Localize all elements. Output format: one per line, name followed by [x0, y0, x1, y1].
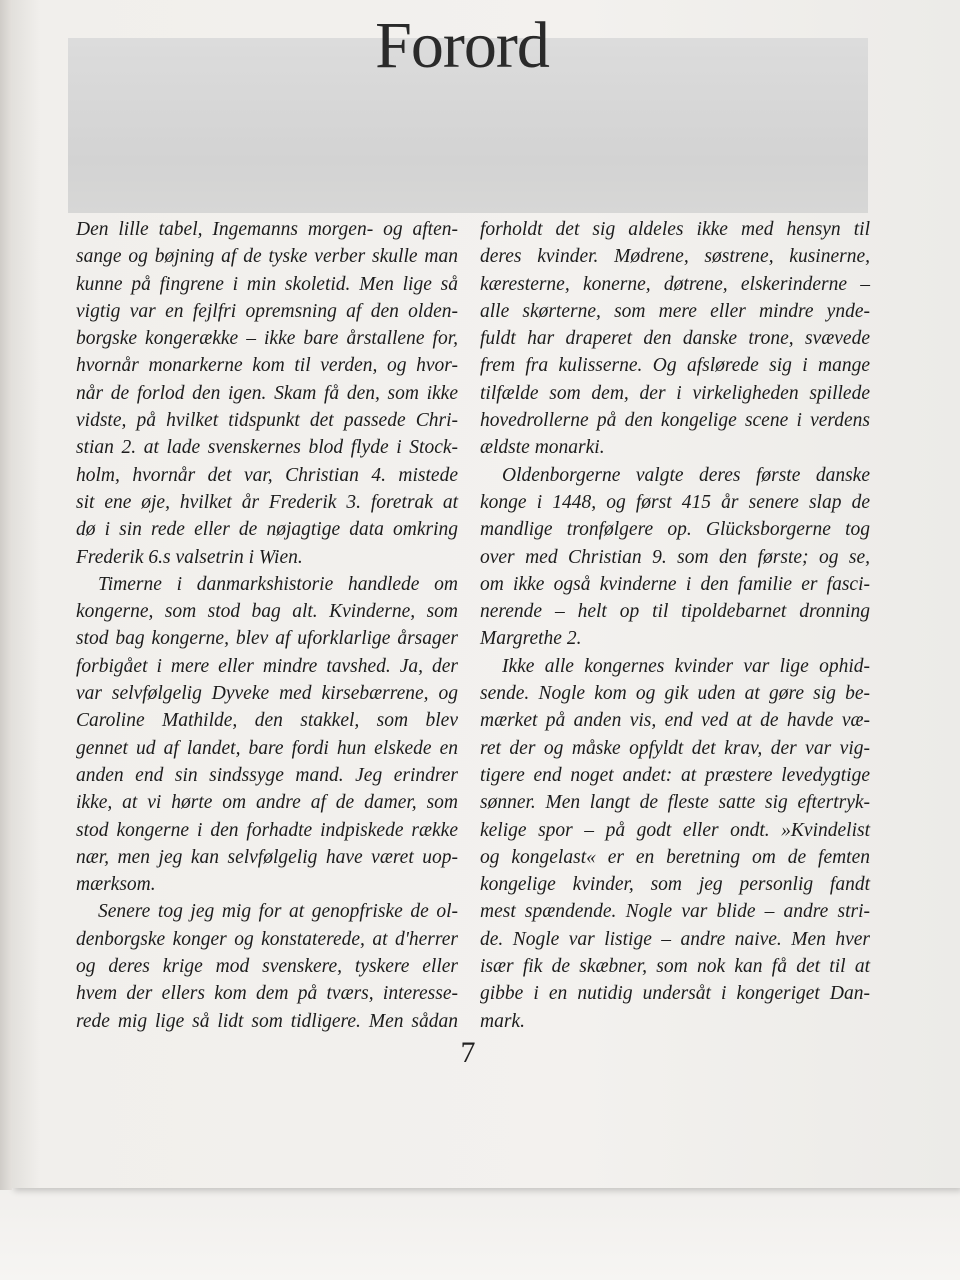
text-line: stian 2. at lade svenskernes blod flyde i Stock-: [76, 437, 458, 459]
text-line: ret der og måske opfyldt det krav, der var vig-: [480, 737, 870, 759]
text-line: borgske kongerække – ikke bare årstallene for,: [76, 328, 458, 350]
text-line: mandlige tronfølgere op. Glücksborgerne tog: [480, 519, 870, 541]
text-line: sønner. Men langt de fleste satte sig eftertryk-: [480, 792, 870, 814]
text-line: dø i sin rede eller de nøjagtige data omkring: [76, 519, 458, 541]
text-line: ikke, at vi hørte om andre af de damer, som: [76, 792, 458, 814]
text-line: Den lille tabel, Ingemanns morgen- og aften-: [76, 219, 458, 240]
text-line: mærket på anden vis, end ved at de havde væ-: [480, 710, 870, 732]
text-line: gennet ud af landet, bare fordi hun elskede en: [76, 737, 458, 759]
text-line: især fik de skæbner, som nok kan få det til at: [480, 956, 870, 978]
text-line: når de forlod den igen. Skam få den, som ikke: [76, 382, 458, 404]
text-line: stod bag kongerne, blev af uforklarlige årsager: [76, 628, 458, 650]
text-line: mærksom.: [76, 874, 156, 896]
text-line: vigtig var en fejlfri opremsning af den olden-: [76, 300, 458, 322]
text-line: ældste monarki.: [480, 437, 605, 459]
text-line: kunne på fingrene i min skoletid. Men lige så: [76, 273, 458, 295]
text-line: nerende – helt op til tipoldebarnet dronning: [480, 601, 870, 623]
page-number: 7: [460, 1036, 476, 1069]
text-line: og deres krige mod svenskere, tyskere eller: [76, 956, 458, 978]
text-line: sende. Nogle kom og gik uden at gøre sig be-: [480, 683, 870, 705]
text-line: gibbe i en nutidig undersåt i kongeriget Dan-: [480, 983, 870, 1005]
text-line: alle skørterne, som mere eller mindre ynde-: [480, 300, 870, 322]
page-title: Forord: [375, 9, 549, 82]
text-line: Ikke alle kongernes kvinder var lige ophid-: [502, 655, 870, 677]
text-line: fuldt har draperet den danske trone, svævede: [480, 328, 870, 350]
text-line: kæresterne, konerne, døtrene, elskerinderne –: [480, 273, 870, 295]
text-line: forholdt det sig aldeles ikke med hensyn til: [480, 219, 870, 240]
text-line: frem fra kulisserne. Og afslørede sig i mange: [480, 355, 870, 377]
text-line: Caroline Mathilde, den stakkel, som blev: [76, 710, 458, 732]
text-line: sange og bøjning af de tyske verber skulle man: [76, 246, 458, 268]
text-line: hvornår monarkerne kom til verden, og hvor-: [76, 355, 458, 377]
text-line: tigere end noget andet: at præstere levedygtige: [480, 764, 870, 786]
page-edge: [0, 0, 12, 1190]
text-line: denborgske konger og konstaterede, at d'herrer: [76, 928, 458, 950]
text-column-right: [480, 216, 870, 1035]
text-line: over med Christian 9. som den første; og se,: [480, 546, 870, 568]
text-line: Frederik 6.s valsetrin i Wien.: [76, 546, 303, 568]
text-line: anden end sin sindssyge mand. Jeg erindrer: [76, 764, 458, 786]
text-line: Oldenborgerne valgte deres første danske: [502, 464, 870, 486]
text-line: Timerne i danmarkshistorie handlede om: [98, 573, 458, 595]
text-line: nær, men jeg kan selvfølgelig have været uop-: [76, 846, 458, 868]
text-line: stod kongerne i den forhadte indpiskede række: [76, 819, 458, 841]
text-line: Margrethe 2.: [480, 628, 582, 650]
text-line: holm, hvornår det var, Christian 4. mistede: [76, 464, 458, 486]
text-line: mark.: [480, 1010, 525, 1032]
text-column-left: [76, 216, 458, 1035]
text-line: rede mig lige så lidt som tidligere. Men sådan: [76, 1010, 458, 1032]
text-line: kelige spor – på godt eller ondt. »Kvindelist: [480, 819, 870, 841]
text-line: mest spændende. Nogle var blide – andre stri-: [480, 901, 870, 923]
text-line: og kongelast« er en beretning om de femten: [480, 846, 870, 868]
text-line: sit ene øje, hvilket år Frederik 3. foretrak at: [76, 491, 458, 513]
text-line: konge i 1448, og først 415 år senere slap de: [480, 491, 870, 513]
book-page: [12, 0, 960, 1188]
text-line: tilfælde som dem, der i virkeligheden spillede: [480, 382, 870, 404]
text-line: deres kvinder. Mødrene, søstrene, kusinerne,: [480, 246, 870, 268]
text-line: om ikke også kvinderne i den familie er fasci-: [480, 573, 870, 595]
text-line: var selvfølgelig Dyveke med kirsebærrene, og: [76, 683, 458, 705]
text-line: hvem der ellers kom dem på tværs, interesse-: [76, 983, 458, 1005]
text-line: forbigået i mere eller mindre tavshed. Ja, der: [76, 655, 458, 677]
text-line: hovedrollerne på den kongelige scene i verdens: [480, 410, 870, 432]
text-line: Senere tog jeg mig for at genopfriske de ol-: [98, 901, 458, 923]
text-line: vidste, på hvilket tidspunkt det passede Chri-: [76, 410, 458, 432]
text-line: kongelige kvinder, som jeg personlig fandt: [480, 874, 870, 896]
text-line: de. Nogle var listige – andre naive. Men hver: [480, 928, 870, 950]
text-line: kongerne, som stod bag alt. Kvinderne, som: [76, 601, 458, 623]
